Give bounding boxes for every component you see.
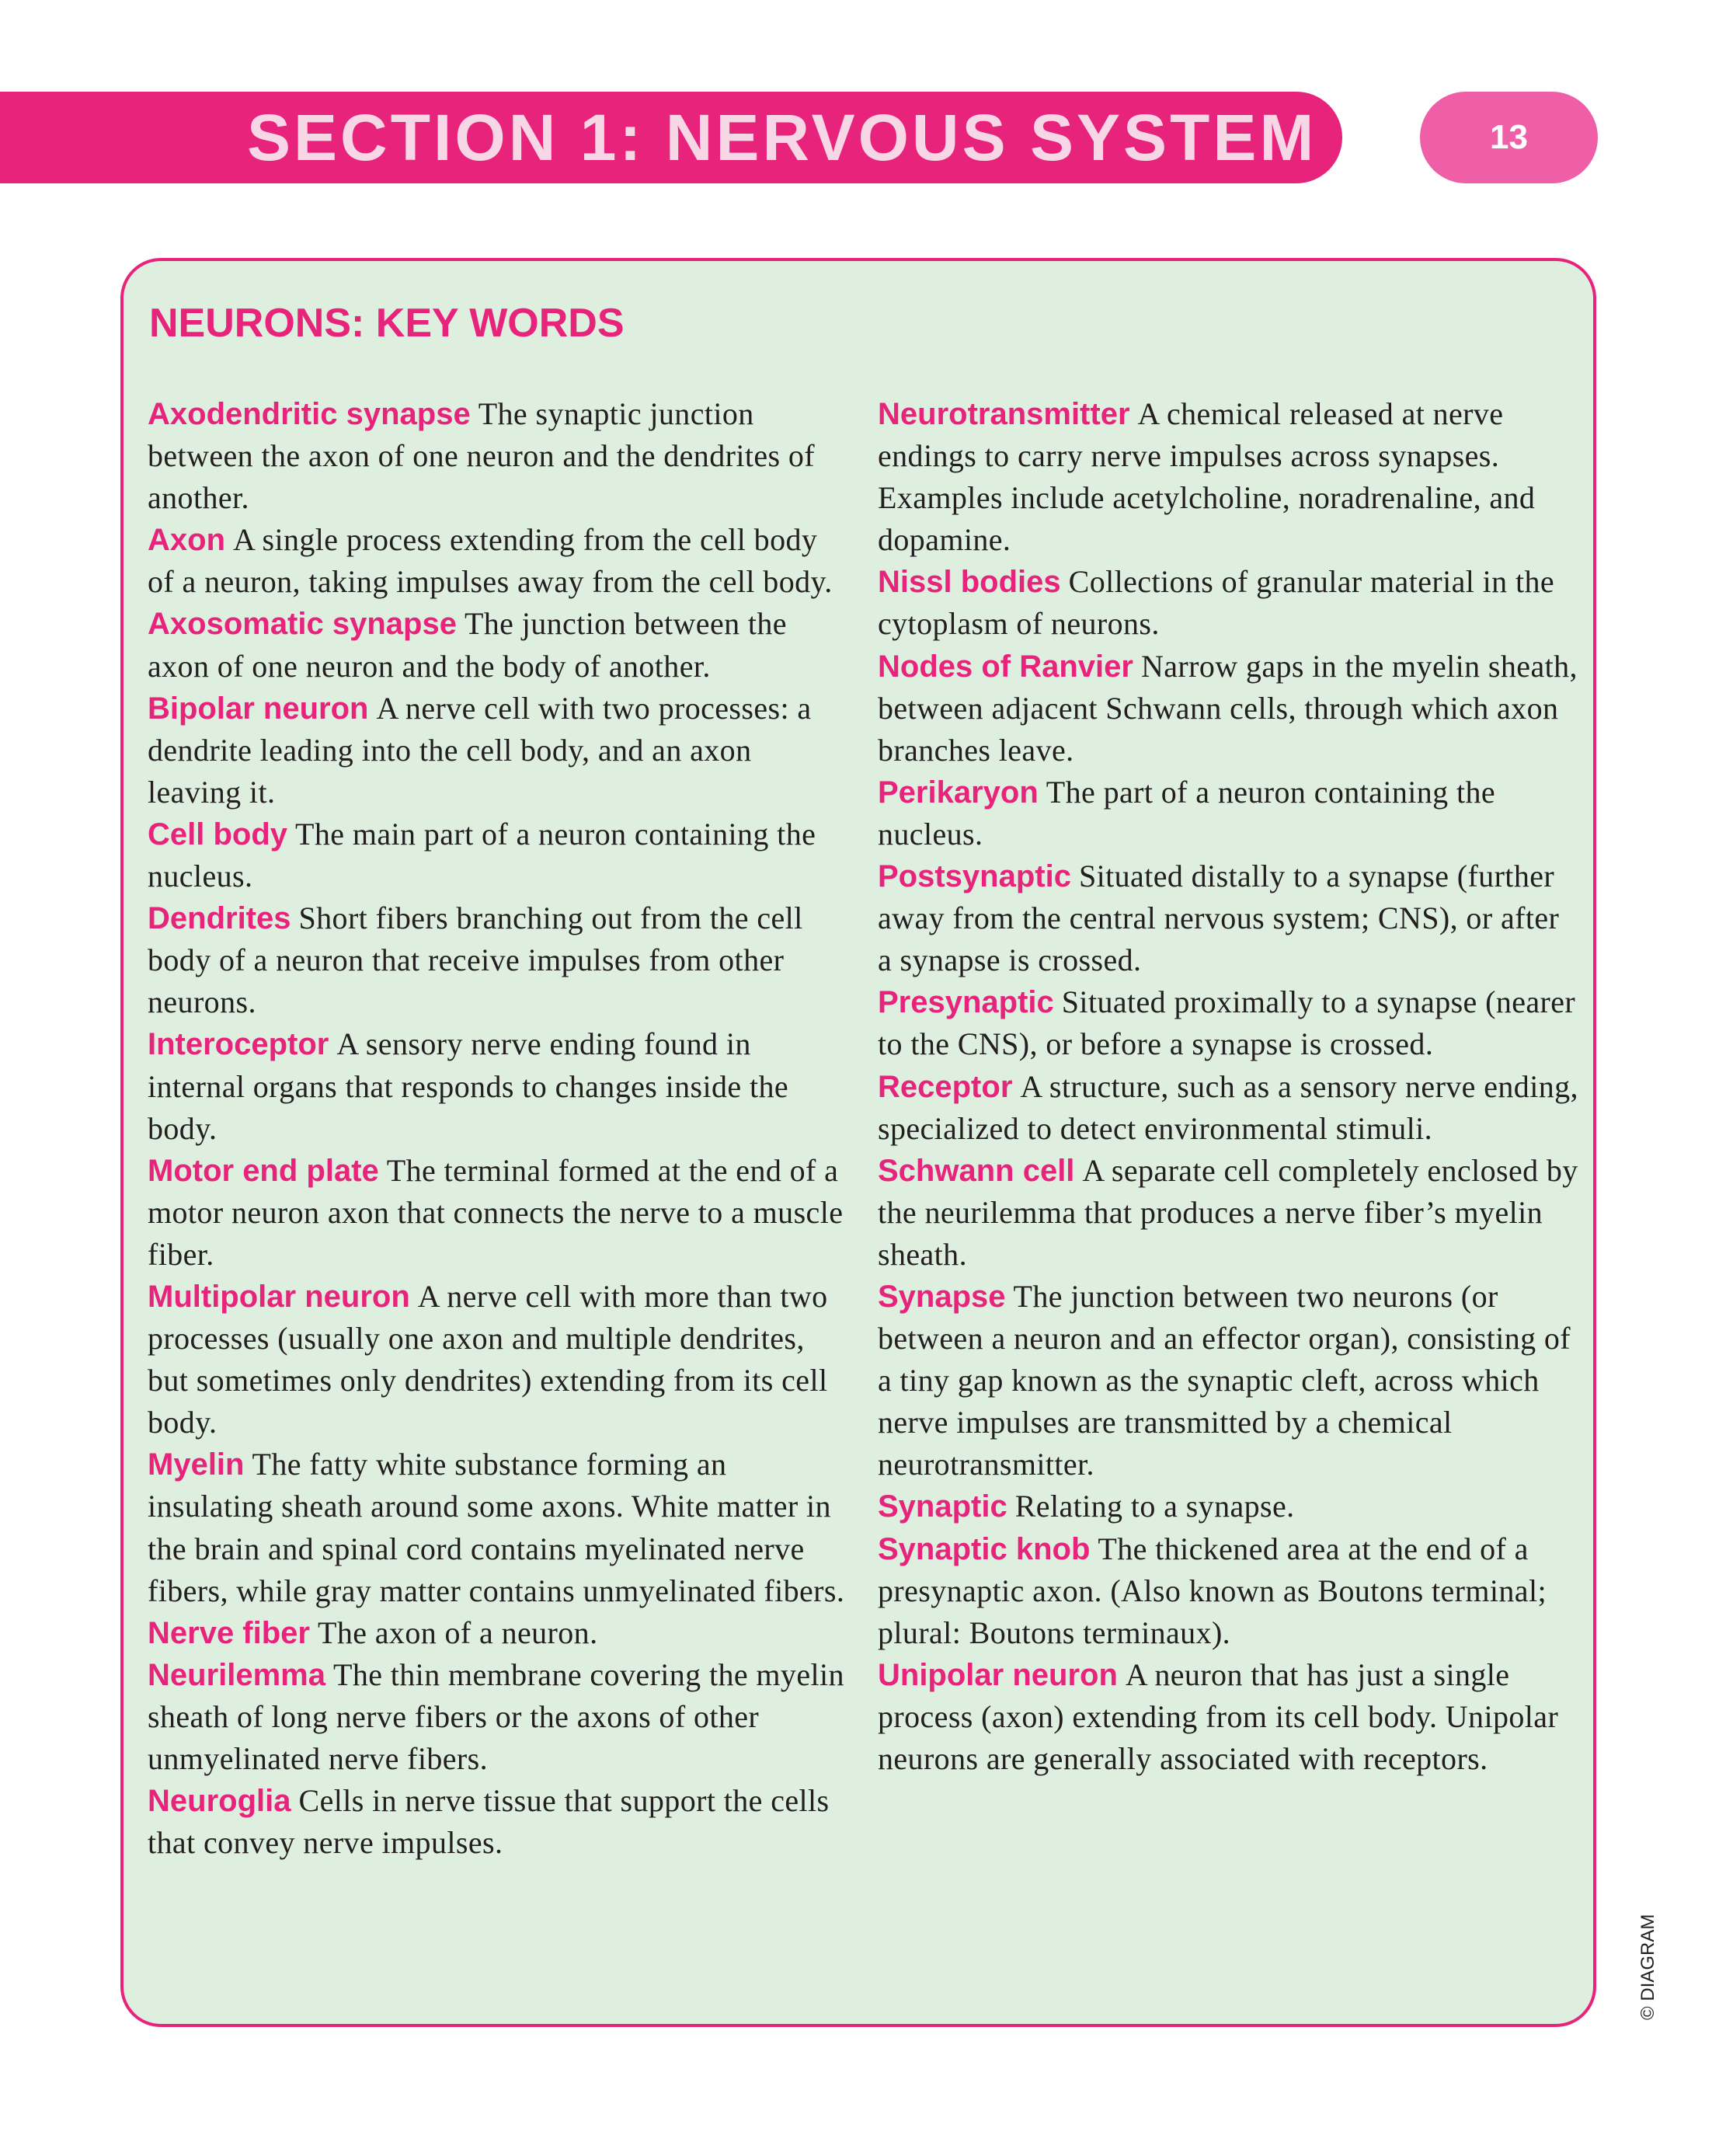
glossary-definition: A single process extending from the cell body of a neuron, taking impulses away from the cell body. <box>148 522 833 600</box>
glossary-definition: A nerve cell with two processes: a dendrite leading into the cell body, and an axon leaving it. <box>148 690 812 810</box>
glossary-entry <box>148 519 851 603</box>
glossary-entry <box>878 1486 1581 1527</box>
glossary-term: Neuroglia <box>148 1784 291 1819</box>
glossary-entry <box>878 1150 1581 1276</box>
glossary-entry <box>878 393 1581 561</box>
glossary-definition: The thickened area at the end of a presynaptic axon. (Also known as Boutons terminal; plural: Boutons terminaux). <box>878 1531 1547 1650</box>
glossary-entry <box>148 1780 851 1864</box>
glossary-term: Axosomatic synapse <box>148 607 457 642</box>
glossary-entry <box>148 897 851 1023</box>
glossary-definition: A chemical released at nerve endings to carry nerve impulses across synapses. Examples include acetylcholine, noradrenaline, and dopamine. <box>878 396 1536 558</box>
glossary-definition: The synaptic junction between the axon of one neuron and the dendrites of another. <box>148 396 815 516</box>
glossary-entry <box>148 688 851 813</box>
glossary-entry <box>878 1528 1581 1654</box>
glossary-definition: The fatty white substance forming an insulating sheath around some axons. White matter in the brain and spinal cord contains myelinated nerve fibers, while gray matter contains unmyelinated fibers. <box>148 1447 845 1608</box>
glossary-term: Bipolar neuron <box>148 691 369 726</box>
glossary-definition: Situated proximally to a synapse (nearer to the CNS), or before a synapse is crossed. <box>878 984 1576 1062</box>
glossary-definition: Collections of granular material in the cytoplasm of neurons. <box>878 564 1555 642</box>
right-column <box>878 393 1581 1780</box>
glossary-definition: A separate cell completely enclosed by the neurilemma that produces a nerve fiber’s myelin sheath. <box>878 1152 1578 1272</box>
glossary-definition: Short fibers branching out from the cell body of a neuron that receive impulses from other neurons. <box>148 900 803 1020</box>
glossary-term: Perikaryon <box>878 775 1039 810</box>
glossary-definition: A nerve cell with more than two processes (usually one axon and multiple dendrites, but sometimes only dendrites) extending from its cell body. <box>148 1278 828 1440</box>
glossary-term: Unipolar neuron <box>878 1657 1118 1692</box>
glossary-entry <box>148 1276 851 1444</box>
glossary-term: Receptor <box>878 1069 1013 1104</box>
glossary-definition: Cells in nerve tissue that support the cells that convey nerve impulses. <box>148 1783 830 1861</box>
glossary-term: Synaptic <box>878 1489 1007 1524</box>
glossary-term: Multipolar neuron <box>148 1279 410 1314</box>
glossary-term: Cell body <box>148 817 288 852</box>
glossary-definition: The main part of a neuron containing the nucleus. <box>148 816 816 894</box>
page-number: 13 <box>1420 92 1598 183</box>
glossary-entry <box>148 1444 851 1611</box>
glossary-term: Presynaptic <box>878 985 1054 1020</box>
glossary-entry <box>148 1654 851 1780</box>
glossary-term: Nerve fiber <box>148 1615 310 1650</box>
glossary-definition: The junction between the axon of one neuron and the body of another. <box>148 606 787 684</box>
glossary-term: Schwann cell <box>878 1153 1075 1188</box>
glossary-definition: The terminal formed at the end of a motor neuron axon that connects the nerve to a muscle fiber. <box>148 1152 844 1272</box>
copyright-notice: © DIAGRAM <box>1637 1914 1658 2020</box>
glossary-definition: The part of a neuron containing the nucleus. <box>878 774 1496 852</box>
glossary-entry <box>148 603 851 687</box>
glossary-term: Axon <box>148 523 225 558</box>
glossary-definition: The axon of a neuron. <box>317 1614 598 1650</box>
glossary-definition: Narrow gaps in the myelin sheath, between adjacent Schwann cells, through which axon branches leave. <box>878 648 1578 768</box>
glossary-definition: A neuron that has just a single process (axon) extending from its cell body. Unipolar neurons are generally associated with receptors. <box>878 1656 1559 1776</box>
glossary-definition: Situated distally to a synapse (further away from the central nervous system; CNS), or after a synapse is crossed. <box>878 859 1560 978</box>
glossary-entry <box>878 981 1581 1065</box>
glossary-entry <box>148 1612 851 1654</box>
glossary-definition: The thin membrane covering the myelin sheath of long nerve fibers or the axons of other unmyelinated nerve fibers. <box>148 1656 844 1776</box>
glossary-entry <box>878 771 1581 855</box>
glossary-term: Dendrites <box>148 901 291 936</box>
glossary-entry <box>878 561 1581 645</box>
glossary-term: Nissl bodies <box>878 565 1061 600</box>
glossary-entry <box>878 855 1581 981</box>
glossary-term: Motor end plate <box>148 1153 379 1188</box>
left-column <box>148 393 851 1864</box>
glossary-term: Axodendritic synapse <box>148 397 471 431</box>
glossary-entry <box>148 393 851 519</box>
glossary-entry <box>878 1066 1581 1150</box>
glossary-entry <box>878 646 1581 771</box>
panel-title: NEURONS: KEY WORDS <box>149 301 625 346</box>
glossary-term: Myelin <box>148 1447 245 1482</box>
glossary-entry <box>878 1654 1581 1780</box>
glossary-term: Neurotransmitter <box>878 397 1130 431</box>
glossary-term: Synapse <box>878 1279 1006 1314</box>
glossary-entry <box>878 1276 1581 1486</box>
section-title: SECTION 1: NERVOUS SYSTEM <box>247 101 1317 174</box>
glossary-definition: A sensory nerve ending found in internal organs that responds to changes inside the body. <box>148 1026 789 1146</box>
glossary-term: Nodes of Ranvier <box>878 649 1133 684</box>
glossary-term: Synaptic knob <box>878 1531 1091 1566</box>
glossary-entry <box>148 1150 851 1276</box>
glossary-entry <box>148 1023 851 1149</box>
glossary-entry <box>148 813 851 897</box>
glossary-term: Interoceptor <box>148 1027 329 1062</box>
glossary-term: Neurilemma <box>148 1657 325 1692</box>
glossary-definition: A structure, such as a sensory nerve ending, specialized to detect environmental stimuli. <box>878 1068 1578 1146</box>
glossary-definition: The junction between two neurons (or between a neuron and an effector organ), consisting of a tiny gap known as the synaptic cleft, across which nerve impulses are transmitted by a chemical neurotransmitter. <box>878 1278 1571 1482</box>
glossary-definition: Relating to a synapse. <box>1014 1489 1295 1524</box>
glossary-term: Postsynaptic <box>878 859 1071 894</box>
